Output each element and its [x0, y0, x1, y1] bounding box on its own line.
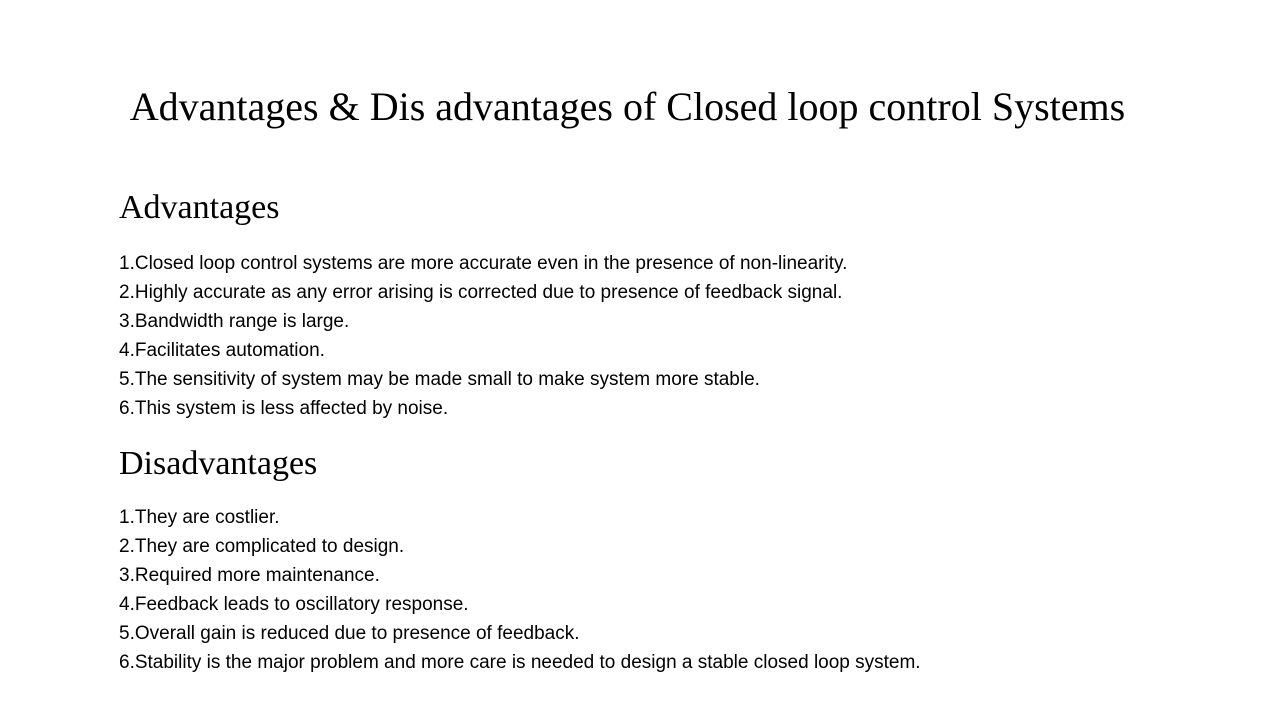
advantage-item: 1.Closed loop control systems are more accurate even in the presence of non-linearity. [119, 253, 848, 274]
advantages-heading: Advantages [119, 189, 280, 226]
advantage-item: 4.Facilitates automation. [119, 340, 325, 361]
disadvantages-heading: Disadvantages [119, 445, 318, 482]
disadvantage-item: 6.Stability is the major problem and more care is needed to design a stable closed loop system. [119, 652, 921, 673]
disadvantage-item: 4.Feedback leads to oscillatory response. [119, 594, 469, 615]
disadvantage-item: 3.Required more maintenance. [119, 565, 380, 586]
advantages-list [119, 249, 847, 423]
slide-title: Advantages & Dis advantages of Closed loop control Systems [129, 84, 1126, 129]
disadvantage-item: 2.They are complicated to design. [119, 536, 405, 557]
advantage-item: 2.Highly accurate as any error arising is corrected due to presence of feedback signal. [119, 282, 843, 303]
advantage-item: 6.This system is less affected by noise. [119, 398, 449, 419]
advantage-item: 5.The sensitivity of system may be made small to make system more stable. [119, 369, 760, 390]
advantage-item: 3.Bandwidth range is large. [119, 311, 350, 332]
disadvantage-item: 1.They are costlier. [119, 507, 280, 528]
disadvantage-item: 5.Overall gain is reduced due to presence of feedback. [119, 623, 580, 644]
disadvantages-list [119, 503, 921, 677]
